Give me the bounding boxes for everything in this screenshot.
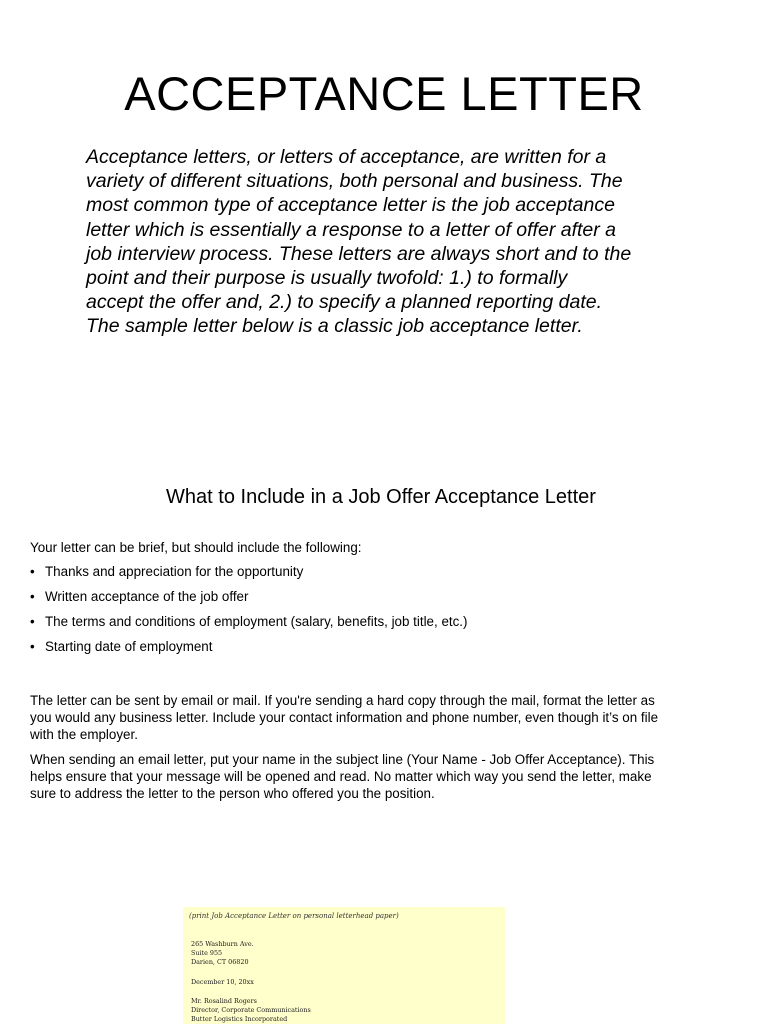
paragraph-line: helps ensure that your message will be opened and read. No matter which way you send the letter, make — [30, 769, 652, 784]
intro-line: variety of different situations, both personal and business. The — [86, 170, 623, 193]
sender-address-line: Suite 955 — [191, 949, 223, 957]
paragraph-line: The letter can be sent by email or mail. If you're sending a hard copy through the mail, format the letter as — [30, 693, 655, 708]
sender-address-line: 265 Washburn Ave. — [191, 940, 254, 948]
bullet-icon: • — [30, 564, 35, 579]
intro-line: job interview process. These letters are always short and to the — [86, 242, 632, 265]
letter-date: December 10, 20xx — [191, 978, 254, 986]
list-item-text: Written acceptance of the job offer — [45, 589, 249, 604]
section-heading: What to Include in a Job Offer Acceptance Letter — [166, 486, 596, 508]
sample-letter — [183, 907, 505, 1024]
sender-address-line: Darien, CT 06820 — [191, 958, 249, 966]
letterhead-note: (print Job Acceptance Letter on personal letterhead paper) — [189, 912, 399, 920]
paragraph-line: with the employer. — [30, 727, 138, 742]
intro-line: Acceptance letters, or letters of acceptance, are written for a — [86, 146, 607, 168]
email-paragraph — [30, 751, 736, 802]
list-item-text: Thanks and appreciation for the opportunity — [45, 564, 304, 579]
bullet-icon: • — [30, 639, 35, 654]
list-item — [30, 638, 736, 663]
recipient-line: Butter Logistics Incorporated — [191, 1015, 288, 1023]
intro-paragraph — [86, 145, 676, 339]
recipient-line: Mr. Rosalind Rogers — [191, 997, 257, 1005]
paragraph-line: you would any business letter. Include your contact information and phone number, even though it’s on file — [30, 710, 659, 725]
list-item — [30, 563, 736, 588]
include-list — [30, 563, 736, 663]
list-item-text: Starting date of employment — [45, 639, 213, 654]
intro-line: letter which is essentially a response to a letter of offer after a — [86, 218, 617, 241]
paragraph-line: When sending an email letter, put your name in the subject line (Your Name - Job Offer Acceptance). This — [30, 752, 655, 767]
section-lead: Your letter can be brief, but should include the following: — [30, 540, 362, 555]
page-title: ACCEPTANCE LETTER — [124, 67, 644, 120]
bullet-icon: • — [30, 589, 35, 604]
list-item — [30, 588, 736, 613]
intro-line: point and their purpose is usually twofold: 1.) to formally — [86, 267, 568, 290]
paragraph-line: sure to address the letter to the person who offered you the position. — [30, 786, 435, 801]
list-item-text: The terms and conditions of employment (salary, benefits, job title, etc.) — [45, 614, 468, 629]
intro-line: accept the offer and, 2.) to specify a planned reporting date. — [86, 291, 602, 314]
bullet-icon: • — [30, 614, 35, 629]
recipient-line: Director, Corporate Communications — [191, 1006, 311, 1014]
delivery-paragraph — [30, 692, 736, 743]
list-item — [30, 613, 736, 638]
intro-line: The sample letter below is a classic job acceptance letter. — [86, 315, 583, 338]
intro-line: most common type of acceptance letter is the job acceptance — [86, 194, 615, 217]
